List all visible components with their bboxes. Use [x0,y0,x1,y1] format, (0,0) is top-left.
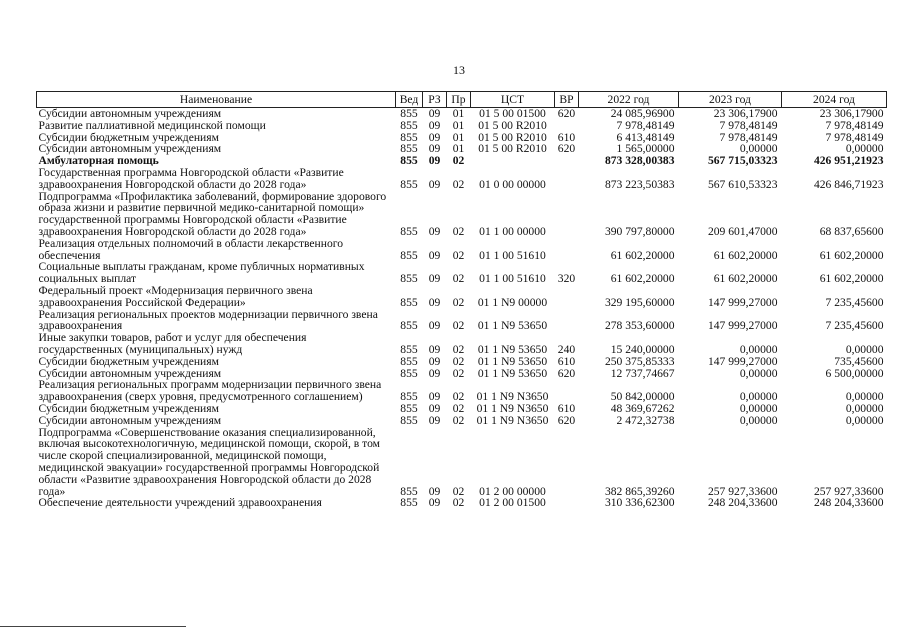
row-2023: 0,00000 [739,413,778,427]
row-2022: 61 602,20000 [610,272,675,286]
row-rz: 09 [428,142,441,156]
row-ved: 855 [400,130,418,144]
row-pr: 02 [452,484,465,498]
row-cst [471,155,555,167]
row-rz: 09 [428,484,441,498]
row-ved: 855 [400,496,418,510]
row-2023: 567 610,53323 [707,177,778,191]
row-cst: 01 1 N9 00000 [477,295,548,309]
row-vr: 620 [557,413,576,427]
row-vr [555,238,579,262]
row-name: Иные закупки товаров, работ и услуг для обеспечения государственных (муниципальных) нужд [38,331,307,356]
table-row [37,379,887,403]
row-pr: 02 [452,354,465,368]
row-vr: 320 [557,272,576,286]
row-ved: 855 [400,107,418,120]
row-pr: 01 [452,130,465,144]
row-rz: 09 [428,390,441,404]
table-row [37,415,887,427]
row-cst: 01 1 00 51610 [479,272,546,286]
row-pr: 02 [452,154,465,168]
row-name: Реализация отдельных полномочий в области лекарственного обеспечения [38,236,344,262]
table-body [37,108,887,510]
table-row [37,167,887,191]
row-name: Субсидии автономным учреждениям [38,413,222,427]
row-rz: 09 [428,354,441,368]
header-vr: ВР [555,92,579,108]
row-vr [555,379,579,403]
table-row [37,120,887,132]
table-row [37,261,887,285]
footnote-divider [0,626,186,627]
row-ved: 855 [400,142,418,156]
row-vr [555,120,579,132]
table-row [37,427,887,498]
row-vr [555,191,579,238]
row-cst: 01 1 N9 53650 [477,354,548,368]
row-rz: 09 [428,413,441,427]
row-pr: 02 [452,319,465,333]
row-2022: 2 472,32738 [616,413,675,427]
row-rz: 09 [428,342,441,356]
table-row [37,309,887,333]
table-row [37,332,887,356]
row-cst: 01 5 00 R2010 [478,118,547,132]
row-cst: 01 5 00 R2010 [478,130,547,144]
row-2022: 329 195,60000 [604,295,675,309]
row-cst: 01 0 00 00000 [479,177,546,191]
row-2022: 50 842,00000 [610,390,675,404]
row-name: Социальные выплаты гражданам, кроме публичных нормативных социальных выплат [38,260,365,286]
row-2023: 7 978,48149 [719,118,778,132]
row-vr [555,309,579,333]
header-2022: 2022 год [579,92,679,108]
row-2022: 873 223,50383 [604,177,675,191]
row-cst: 01 1 N9 53650 [477,366,548,380]
budget-table [36,91,887,509]
row-name: Подпрограмма «Профилактика заболеваний, формирование здорового образа жизни и развитие первичной медико-санитарной помощи» государственной программы Новгородской области «Развитие здравоохранения Новгородской области до 2028 года» [38,189,387,238]
row-cst: 01 1 00 51610 [479,248,546,262]
row-ved: 855 [400,177,418,191]
row-2023: 147 999,27000 [707,354,778,368]
row-2024: 7 978,48149 [825,130,884,144]
row-pr: 02 [452,342,465,356]
row-ved: 855 [400,484,418,498]
row-2022: 250 375,85333 [604,354,675,368]
row-2024: 0,00000 [845,342,884,356]
row-name: Субсидии автономным учреждениям [38,107,222,120]
row-2024: 0,00000 [845,401,884,415]
row-rz: 09 [428,319,441,333]
row-rz: 09 [428,295,441,309]
row-2022: 390 797,80000 [604,224,675,238]
row-vr: 610 [557,130,576,144]
row-2023: 147 999,27000 [707,319,778,333]
row-vr [555,167,579,191]
row-cst: 01 1 00 00000 [479,224,546,238]
row-2022: 310 336,62300 [604,496,675,510]
header-pr: Пр [447,92,471,108]
row-cst: 01 1 N9 N3650 [476,413,549,427]
row-2023: 0,00000 [739,342,778,356]
row-pr: 02 [452,248,465,262]
row-2023: 0,00000 [739,142,778,156]
page-number: 13 [453,63,465,77]
row-pr: 01 [452,118,465,132]
row-rz: 09 [428,154,441,168]
row-pr: 01 [452,142,465,156]
row-pr: 02 [452,295,465,309]
row-name: Амбулаторная помощь [38,154,159,168]
row-ved: 855 [400,401,418,415]
row-pr: 02 [452,413,465,427]
header-ved: Вед [396,92,423,108]
row-2024: 7 235,45600 [825,295,884,309]
row-2023: 7 978,48149 [719,130,778,144]
row-2024: 0,00000 [845,390,884,404]
row-name: Реализация региональных проектов модернизации первичного звена здравоохранения [38,307,378,333]
row-ved: 855 [400,354,418,368]
header-cst: ЦСТ [471,92,555,108]
row-2022: 278 353,60000 [604,319,675,333]
row-vr: 620 [557,366,576,380]
header-2023: 2023 год [679,92,782,108]
row-ved: 855 [400,248,418,262]
row-2023: 61 602,20000 [713,248,778,262]
row-pr: 02 [452,496,465,510]
row-rz: 09 [428,272,441,286]
row-name: Развитие паллиативной медицинской помощи [38,118,266,132]
table-row [37,285,887,309]
row-2024: 735,45600 [834,354,884,368]
row-rz: 09 [428,401,441,415]
row-2023: 257 927,33600 [707,484,778,498]
row-2023: 248 204,33600 [707,496,778,510]
row-cst: 01 5 00 R2010 [478,142,547,156]
row-name: Реализация региональных программ модернизации первичного звена здравоохранения (сверх уровня, предусмотренного соглашением) [38,378,382,404]
table-header-row [37,92,887,108]
row-name: Подпрограмма «Совершенствование оказания специализированной, включая высокотехнологичную, медицинской помощи, скорой, в том числе скорой специализированной, медицинской помощи, медицинской эвакуации» государственной программы Новгородской области «Развитие здравоохранения Новгородской области до 2028 года» [38,425,381,498]
row-rz: 09 [428,177,441,191]
row-name: Субсидии бюджетным учреждениям [38,130,219,144]
row-ved: 855 [400,413,418,427]
table-row [37,191,887,238]
row-ved: 855 [400,154,418,168]
row-ved: 855 [400,366,418,380]
row-cst: 01 2 00 00000 [479,484,546,498]
row-pr: 02 [452,177,465,191]
table-row [37,238,887,262]
row-rz: 09 [428,248,441,262]
row-ved: 855 [400,342,418,356]
row-pr: 02 [452,224,465,238]
row-2024: 426 951,21923 [813,154,884,168]
row-rz: 09 [428,130,441,144]
row-2022: 48 369,67262 [610,401,675,415]
row-2023: 0,00000 [739,390,778,404]
row-cst: 01 5 00 01500 [479,107,546,120]
header-rz: РЗ [423,92,447,108]
row-2023: 61 602,20000 [713,272,778,286]
row-2024: 6 500,00000 [825,366,884,380]
table-row [37,356,887,368]
row-name: Субсидии автономным учреждениям [38,142,222,156]
row-pr: 02 [452,390,465,404]
row-pr: 01 [452,107,465,120]
row-rz: 09 [428,366,441,380]
row-ved: 855 [400,295,418,309]
row-vr: 240 [557,342,576,356]
row-rz: 09 [428,224,441,238]
header-name: Наименование [37,92,396,108]
row-vr: 620 [557,142,576,156]
row-2024: 61 602,20000 [819,272,884,286]
row-2024: 257 927,33600 [813,484,884,498]
row-ved: 855 [400,118,418,132]
row-cst: 01 1 N9 N3650 [476,390,549,404]
row-2022: 6 413,48149 [616,130,675,144]
row-2022: 61 602,20000 [610,248,675,262]
row-2024: 426 846,71923 [813,177,884,191]
row-2024: 7 235,45600 [825,319,884,333]
row-ved: 855 [400,390,418,404]
row-2023: 567 715,03323 [707,154,778,168]
table-row [37,403,887,415]
row-2024: 7 978,48149 [825,118,884,132]
row-2024: 0,00000 [845,413,884,427]
row-cst: 01 1 N9 53650 [477,342,548,356]
row-2023: 209 601,47000 [707,224,778,238]
row-2024: 68 837,65600 [819,224,884,238]
row-name: Субсидии бюджетным учреждениям [38,354,219,368]
row-2023: 147 999,27000 [707,295,778,309]
row-pr: 02 [452,366,465,380]
row-name: Федеральный проект «Модернизация первичного звена здравоохранения Российской Федерации» [38,283,313,309]
row-vr: 610 [557,401,576,415]
row-2022: 15 240,00000 [610,342,675,356]
row-name: Государственная программа Новгородской области «Развитие здравоохранения Новгородской области до 2028 года» [38,165,344,191]
row-pr: 02 [452,272,465,286]
row-rz: 09 [428,496,441,510]
row-cst: 01 1 N9 N3650 [476,401,549,415]
row-ved: 855 [400,272,418,286]
row-pr: 02 [452,401,465,415]
row-vr: 620 [557,107,576,120]
row-2024: 248 204,33600 [813,496,884,510]
row-cst: 01 2 00 01500 [479,496,546,510]
row-ved: 855 [400,319,418,333]
row-vr: 610 [557,354,576,368]
row-vr [555,285,579,309]
header-2024: 2024 год [782,92,887,108]
row-2023: 0,00000 [739,366,778,380]
row-2022: 12 737,74667 [610,366,675,380]
row-rz: 09 [428,118,441,132]
row-2023: 0,00000 [739,401,778,415]
row-rz: 09 [428,107,441,120]
row-2022: 382 865,39260 [604,484,675,498]
row-vr [555,427,579,498]
row-2022: 24 085,96900 [610,107,675,120]
row-ved: 855 [400,224,418,238]
row-2024: 0,00000 [845,142,884,156]
row-2022: 7 978,48149 [616,118,675,132]
table-row [37,108,887,120]
row-vr [555,497,579,509]
row-2022: 1 565,00000 [616,142,675,156]
row-2024: 61 602,20000 [819,248,884,262]
table-row [37,497,887,509]
row-2023: 23 306,17900 [713,107,778,120]
row-cst: 01 1 N9 53650 [477,319,548,333]
row-name: Субсидии бюджетным учреждениям [38,401,219,415]
row-2024: 23 306,17900 [819,107,884,120]
row-2022: 873 328,00383 [604,154,675,168]
row-name: Субсидии автономным учреждениям [38,366,222,380]
row-vr [555,155,579,167]
row-name: Обеспечение деятельности учреждений здравоохранения [38,496,322,510]
